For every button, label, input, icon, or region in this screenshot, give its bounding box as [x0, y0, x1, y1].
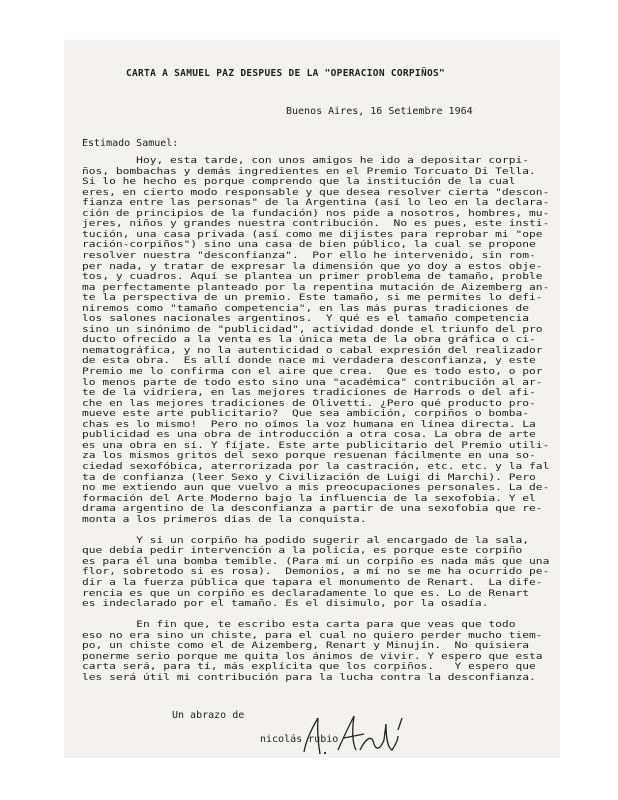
letter-line: niremos como "tamaño competencia", en las más puras tradiciones de	[82, 303, 530, 314]
letter-page	[64, 40, 560, 758]
letter-line: eso no era sino un chiste, para el cual no quiero perder mucho tiem-	[82, 630, 543, 641]
letter-line: rencia es que un corpiño es declaradamente lo que es. Lo de Renart	[82, 588, 530, 599]
letter-line: po, un chiste como el de Aizemberg, Renart y Minujín. No quisiera	[82, 641, 530, 652]
letter-line: carta será, para tí, más explícita que los corpiños. Y espero que	[82, 662, 536, 673]
letter-line: es para él una bomba temible. (Para mí un corpiño es nada más que una	[82, 556, 550, 567]
letter-line: resolver nuestra "desconfianza". Por ello he intervenido, sin rom-	[82, 250, 536, 261]
letter-date: Buenos Aires, 16 Setiembre 1964	[286, 106, 473, 117]
letter-line: ción de principios de la fundación) nos pide a nosotros, hombres, mu-	[82, 208, 550, 219]
letter-line: lo menos parte de todo esto sino una "académica" contribución al ar-	[82, 377, 543, 388]
letter-salutation: Estimado Samuel:	[82, 138, 179, 149]
letter-line: les será útil mi contribución para la lucha contra la desconfianza.	[82, 672, 536, 683]
letter-line: es indeclarado por el tamaño. Es el disimulo, por la osadía.	[82, 599, 489, 610]
letter-line: jeres, niños y grandes nuestra contribución. No es pues, este insti-	[82, 219, 550, 230]
letter-line: te la perspectiva de un premio. Este tamaño, si me permites lo defi-	[82, 293, 543, 304]
letter-line: los salones nacionales argentinos. Y qué es el tamaño competencia	[82, 314, 530, 325]
letter-line: fianza entre las personas" de la Argentina (así lo leo en la declara-	[82, 198, 550, 209]
letter-line: dir a la fuerza pública que tapara el monumento de Renart. La dife-	[82, 578, 543, 588]
letter-line: formación del Arte Moderno bajo la influencia de la sexofobia. Y el	[82, 493, 536, 504]
letter-line: ponerme serio porque me quita los ánimos de vivir. Y espero que esta	[82, 651, 543, 662]
letter-line: eres, en cierto modo responsable y que desea resolver cierta "descon-	[82, 187, 550, 198]
letter-title: CARTA A SAMUEL PAZ DESPUES DE LA "OPERACION CORPIÑOS"	[126, 68, 446, 79]
letter-line: ración-corpiños") sino una casa de bien público, la cual se propone	[82, 240, 536, 251]
letter-line: chas es lo mismo! Pero no oímos la voz humana en línea directa. La	[82, 419, 536, 430]
letter-line: ños, bombachas y demás ingredientes en el Premio Torcuato Di Tella.	[82, 166, 536, 177]
letter-closing: Un abrazo de	[172, 710, 245, 721]
letter-line: ciedad sexofóbica, aterrorizada por la castración, etc. etc. y la fal	[82, 461, 550, 472]
letter-line: te de la vidriera, en las mejores tradiciones de Harrods o del afi-	[82, 388, 536, 399]
letter-line: monta a los primeros días de la conquista.	[82, 514, 367, 525]
letter-line: ta de confianza (leer Sexo y Civilización de Luigi di Marchi). Pero	[82, 472, 536, 483]
letter-line: ma perfectamente planteado por la repentina mutación de Aizemberg an-	[82, 282, 550, 293]
letter-line: Y si un corpiño ha podido sugerir al encargado de la sala,	[82, 535, 530, 546]
letter-line: tución, una casa privada (así como me dijistes para reprobar mi "ope	[82, 229, 543, 240]
letter-line: de esta obra. Es allí donde nace mi verdadera desconfianza, y este	[82, 356, 536, 367]
letter-line: publicidad es una obra de introducción a otra cosa. La obra de arte	[82, 430, 536, 441]
letter-line: mueve este arte publicitario? Que sea ambición, corpiños o bomba-	[82, 409, 530, 420]
letter-line: per nada, y tratar de expresar la dimensión que yo doy a estos obje-	[82, 261, 543, 272]
letter-line: tos, y cuadros. Aquí se plantea un primer problema de tamaño, proble	[82, 272, 543, 283]
letter-line: za los mismos gritos del sexo porque resuenan fácilmente en una so-	[82, 451, 536, 462]
letter-line: En fin que, te escribo esta carta para que veas que todo	[82, 620, 516, 631]
letter-line: che en las mejores tradiciones de Olivetti. ¿Pero qué producto pro-	[82, 398, 536, 409]
letter-line: no me extiendo aun que vuelvo a mis preocupaciones personales. La de-	[82, 483, 550, 494]
letter-line: drama argentino de la desconfianza a partir de una sexofobia que re-	[82, 504, 543, 515]
letter-line: Hoy, esta tarde, con unos amigos he ido a depositar corpi-	[82, 156, 530, 166]
handwritten-signature	[294, 710, 424, 758]
letter-line: flor, sobretodo si es rosa). Demonios, a mí no se me ha ocurrido pe-	[82, 567, 550, 578]
letter-line: es una obra en sí. Y fíjate. Este arte publicitario del Premio utili-	[82, 440, 550, 451]
letter-line: Premio me lo confirma con el aire que crea. Que es todo esto, o por	[82, 367, 543, 377]
letter-signer: nicolás rubio	[260, 734, 339, 745]
letter-line: Si lo he hecho es porque comprendo que la institución de la cual	[82, 177, 516, 188]
letter-line: que debía pedir intervención a la policía, es porque este corpiño	[82, 546, 523, 557]
letter-line: nematográfica, y no la autenticidad o cabal expresión del realizador	[82, 345, 543, 356]
letter-line: ducto ofrecido a la venta es la única meta de la obra gráfica o ci-	[82, 335, 536, 346]
letter-line: sino un sinónimo de "publicidad", actividad donde el triunfo del pro	[82, 324, 543, 335]
